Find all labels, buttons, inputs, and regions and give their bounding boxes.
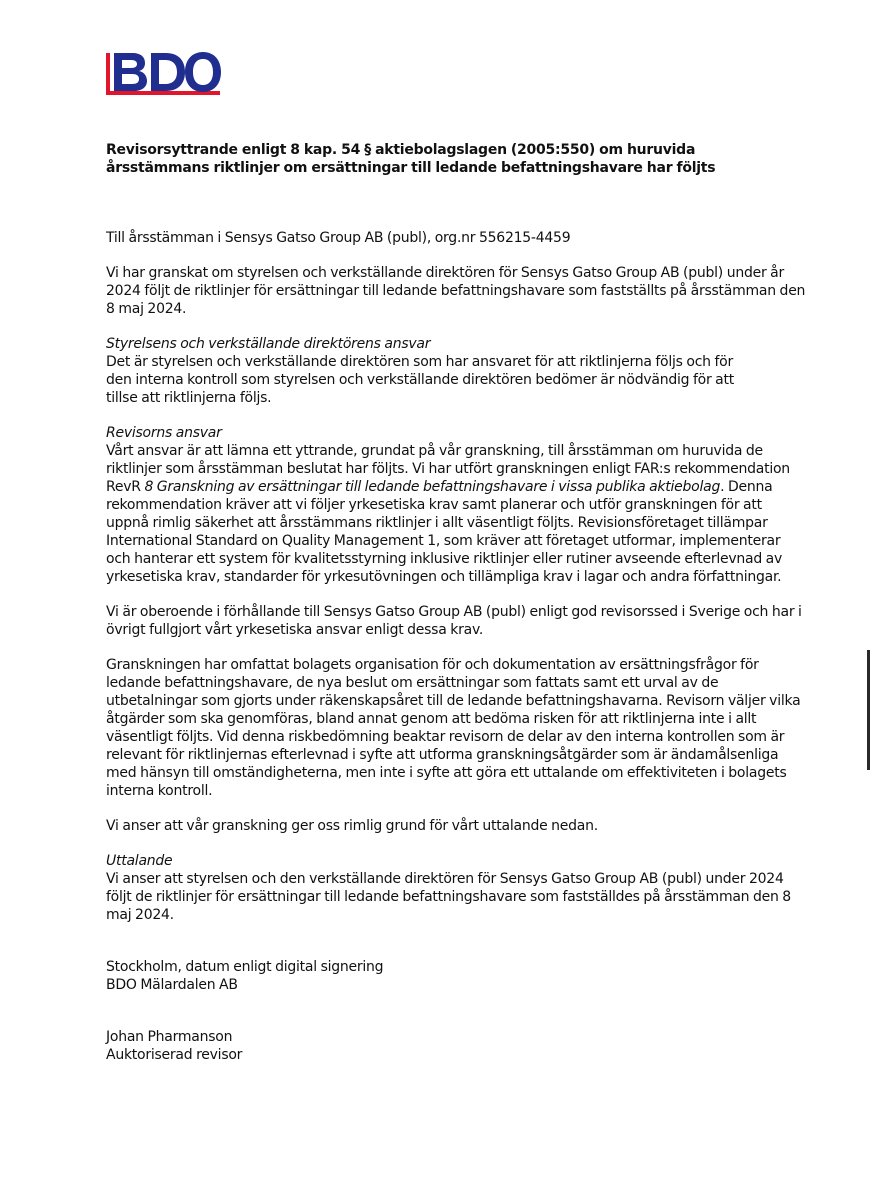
independence-paragraph: Vi är oberoende i förhållande till Sensys Gatso Group AB (publ) enligt god revisorssed i Sverige och har i övrigt fullgjort vårt yrkesetiska ansvar enligt dessa krav. <box>106 604 802 638</box>
signing-place-block <box>106 958 806 994</box>
auditor-text-part-a: Vårt ansvar är att lämna ett yttrande, grundat på vår granskning, till årsstämman om huruvida de riktlinjer som årsstämman beslutat har följts. Vi har utfört granskningen enligt FAR:s rekommendation RevR <box>106 443 790 495</box>
auditor-responsibility-section <box>106 424 806 586</box>
board-responsibility-text: Det är styrelsen och verkställande direktören som har ansvaret för att riktlinjerna följs och för den interna kontroll som styrelsen och verkställande direktören bedömer är nödvändig för att tillse att riktlinjerna följs. <box>106 354 734 406</box>
addressee: Till årsstämman i Sensys Gatso Group AB (publ), org.nr 556215-4459 <box>106 230 571 246</box>
bdo-logo <box>106 50 222 98</box>
signature-block <box>106 1028 806 1064</box>
title-line-1: Revisorsyttrande enligt 8 kap. 54 § aktiebolagslagen (2005:550) om huruvida <box>106 142 696 158</box>
audit-firm: BDO Mälardalen AB <box>106 977 238 993</box>
auditor-text-recommendation-title: 8 Granskning av ersättningar till ledande befattningshavare i vissa publika aktiebolag <box>144 479 721 495</box>
opinion-text: Vi anser att styrelsen och den verkställande direktören för Sensys Gatso Group AB (publ) under 2024 följt de riktlinjer för ersättningar till ledande befattningshavare som fastställdes på årsstämman den 8 maj 2024. <box>106 871 791 923</box>
signer-title: Auktoriserad revisor <box>106 1047 243 1063</box>
auditor-responsibility-text <box>106 442 806 586</box>
statement-body <box>106 141 806 1064</box>
scope-paragraph: Granskningen har omfattat bolagets organisation för och dokumentation av ersättningsfrågor för ledande befattningshavare, de nya beslut om ersättningar som fattats samt ett urval av de utbetalningar som gjorts under räkenskapsåret till de ledande befattningshavarna. Revisorn väljer vilka åtgärder som ska genomföras, bland annat genom att bedöma risken för att riktlinjerna inte i allt väsentligt följts. Vid denna riskbedömning beaktar revisorn de delar av den interna kontrollen som är relevant för riktlinjernas efterlevnad i syfte att utforma granskningsåtgärder som är ändamålsenliga med hänsyn till omständigheterna, men inte i syfte att göra ett uttalande om effektiviteten i bolagets interna kontroll. <box>106 657 801 799</box>
auditor-responsibility-heading: Revisorns ansvar <box>106 425 222 441</box>
auditor-text-part-b: . Denna rekommendation kräver att vi följer yrkesetiska krav samt planerar och utför granskningen för att uppnå rimlig säkerhet att årsstämmans riktlinjer i allt väsentligt följts. Revisionsföretaget tillämpar International Standard on Quality Management 1, som kräver att företaget utformar, implementerar och hanterar ett system för kvalitetsstyrning inklusive riktlinjer eller rutiner avseende efterlevnad av yrkesetiska krav, standarder för yrkesutövningen och tillämpliga krav i lagar och andra författningar. <box>106 479 783 585</box>
opinion-section <box>106 852 806 924</box>
document-title <box>106 141 746 177</box>
opinion-heading: Uttalande <box>106 853 173 869</box>
place-date: Stockholm, datum enligt digital signering <box>106 959 384 975</box>
basis-paragraph: Vi anser att vår granskning ger oss rimlig grund för vårt uttalande nedan. <box>106 818 598 834</box>
title-line-2: årsstämmans riktlinjer om ersättningar till ledande befattningshavare har följts <box>106 160 716 176</box>
board-responsibility-heading: Styrelsens och verkställande direktörens ansvar <box>106 336 431 352</box>
signer-name: Johan Pharmanson <box>106 1029 233 1045</box>
board-responsibility-section <box>106 335 806 407</box>
intro-paragraph: Vi har granskat om styrelsen och verkställande direktören för Sensys Gatso Group AB (publ) under år 2024 följt de riktlinjer för ersättningar till ledande befattningshavare som fastställts på årsstämman den 8 maj 2024. <box>106 265 806 317</box>
